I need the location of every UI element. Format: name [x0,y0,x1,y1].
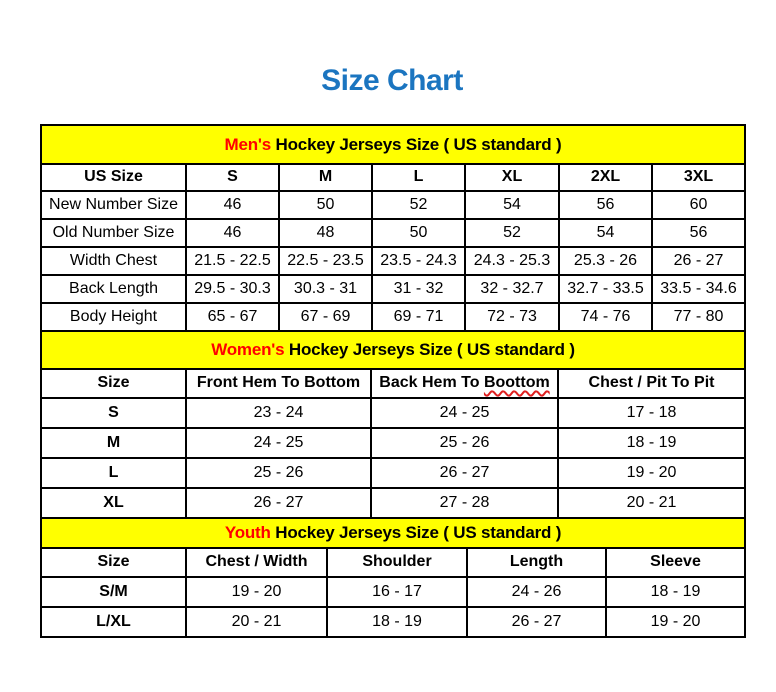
value-cell: 24 - 25 [186,428,371,458]
column-header: US Size [41,164,186,191]
value-cell: 25 - 26 [186,458,371,488]
value-cell: 24 - 26 [467,577,606,607]
column-header: 2XL [559,164,652,191]
value-cell: 56 [652,219,745,247]
value-cell: 50 [279,191,372,219]
value-cell: 46 [186,219,279,247]
value-cell: 32 - 32.7 [465,275,559,303]
youth-table [40,517,746,638]
value-cell: 25.3 - 26 [559,247,652,275]
value-cell: 26 - 27 [652,247,745,275]
value-cell: 46 [186,191,279,219]
value-cell: 52 [465,219,559,247]
value-cell: 52 [372,191,465,219]
column-header: Size [41,548,186,577]
value-cell: 21.5 - 22.5 [186,247,279,275]
column-header: Chest / Pit To Pit [558,369,745,398]
row-label: L/XL [41,607,186,637]
size-chart [40,124,744,638]
column-header: M [279,164,372,191]
value-cell: 32.7 - 33.5 [559,275,652,303]
value-cell: 25 - 26 [371,428,558,458]
youth-band-text: Hockey Jerseys Size ( US standard ) [275,523,562,543]
table-row [41,303,745,331]
column-header: XL [465,164,559,191]
value-cell: 17 - 18 [558,398,745,428]
table-row [41,577,745,607]
mens-table [40,124,746,332]
youth-band-row [41,518,745,548]
value-cell: 77 - 80 [652,303,745,331]
value-cell: 19 - 20 [558,458,745,488]
value-cell: 22.5 - 23.5 [279,247,372,275]
value-cell: 20 - 21 [558,488,745,518]
womens-header-row [41,369,745,398]
column-header: Length [467,548,606,577]
row-label: L [41,458,186,488]
value-cell: 54 [465,191,559,219]
table-row [41,607,745,637]
row-label: Width Chest [41,247,186,275]
value-cell: 50 [372,219,465,247]
row-label: S [41,398,186,428]
row-label: New Number Size [41,191,186,219]
column-header: Front Hem To Bottom [186,369,371,398]
value-cell: 74 - 76 [559,303,652,331]
value-cell: 26 - 27 [371,458,558,488]
table-row [41,458,745,488]
column-header: Shoulder [327,548,467,577]
value-cell: 33.5 - 34.6 [652,275,745,303]
value-cell: 48 [279,219,372,247]
value-cell: 23 - 24 [186,398,371,428]
value-cell: 30.3 - 31 [279,275,372,303]
row-label: S/M [41,577,186,607]
row-label: Old Number Size [41,219,186,247]
value-cell: 26 - 27 [467,607,606,637]
value-cell: 27 - 28 [371,488,558,518]
column-header: 3XL [652,164,745,191]
value-cell: 67 - 69 [279,303,372,331]
value-cell: 69 - 71 [372,303,465,331]
value-cell: 18 - 19 [327,607,467,637]
table-row [41,275,745,303]
youth-band-accent: Youth [224,523,271,543]
row-label: Back Length [41,275,186,303]
column-header: S [186,164,279,191]
value-cell: 26 - 27 [186,488,371,518]
youth-band [41,518,745,548]
womens-band [41,331,745,369]
value-cell: 24 - 25 [371,398,558,428]
page-title: Size Chart [321,64,463,97]
mens-band-text: Hockey Jerseys Size ( US standard ) [275,134,562,154]
row-label: XL [41,488,186,518]
value-cell: 54 [559,219,652,247]
value-cell: 18 - 19 [606,577,745,607]
value-cell: 24.3 - 25.3 [465,247,559,275]
value-cell: 19 - 20 [606,607,745,637]
column-header: Chest / Width [186,548,327,577]
misspelled-word: Boottom [483,374,550,392]
row-label: Body Height [41,303,186,331]
table-row [41,247,745,275]
column-header [371,369,558,398]
table-row [41,488,745,518]
value-cell: 19 - 20 [186,577,327,607]
mens-header-row [41,164,745,191]
value-cell: 31 - 32 [372,275,465,303]
value-cell: 16 - 17 [327,577,467,607]
table-row [41,191,745,219]
value-cell: 18 - 19 [558,428,745,458]
value-cell: 72 - 73 [465,303,559,331]
womens-table [40,330,746,519]
row-label: M [41,428,186,458]
value-cell: 60 [652,191,745,219]
table-row [41,219,745,247]
column-header-text: Back Hem To [379,374,480,392]
womens-band-row [41,331,745,369]
table-row [41,398,745,428]
mens-band [41,125,745,164]
column-header: Size [41,369,186,398]
value-cell: 29.5 - 30.3 [186,275,279,303]
youth-header-row [41,548,745,577]
value-cell: 56 [559,191,652,219]
value-cell: 65 - 67 [186,303,279,331]
womens-band-accent: Women's [211,340,285,360]
mens-band-accent: Men's [224,134,272,154]
value-cell: 20 - 21 [186,607,327,637]
womens-band-text: Hockey Jerseys Size ( US standard ) [288,340,575,360]
mens-band-row [41,125,745,164]
column-header: L [372,164,465,191]
column-header: Sleeve [606,548,745,577]
value-cell: 23.5 - 24.3 [372,247,465,275]
table-row [41,428,745,458]
